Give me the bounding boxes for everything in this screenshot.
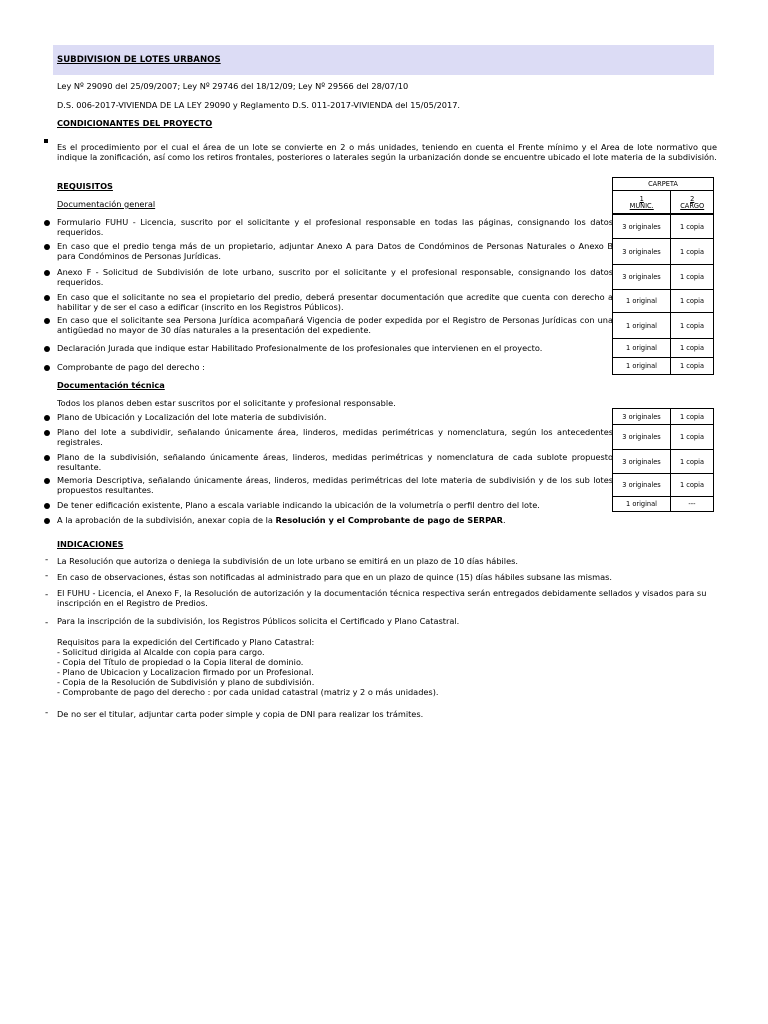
bullet-icon	[44, 365, 50, 371]
dash-icon: -	[45, 571, 49, 581]
indicacion-1: La Resolución que autoriza o deniega la subdivisión de un lote urbano se emitirá en un plazo de 10 días hábiles.	[57, 556, 518, 566]
tecnica-item-1: Plano de Ubicación y Localización del lote materia de subdivisión.	[57, 412, 327, 422]
laws-line-1: Ley Nº 29090 del 25/09/2007; Ley Nº 29746 del 18/12/09; Ley Nº 29566 del 28/07/10	[57, 81, 409, 91]
square-bullet-icon	[44, 139, 48, 143]
tecnica-heading: Documentación técnica	[57, 380, 165, 390]
bullet-icon	[44, 318, 50, 324]
general-item-5: En caso que el solicitante sea Persona Jurídica acompañará Vigencia de poder expedida por el Registro de Personas Jurídicas con una antigüedad no mayor de 30 días naturales a la presentación del expediente.	[57, 315, 613, 335]
bullet-icon	[44, 455, 50, 461]
general-item-3: Anexo F - Solicitud de Subdivisión de lote urbano, suscrito por el solicitante y el profesional responsable, consignando los datos requeridos.	[57, 267, 613, 287]
bullet-icon	[44, 295, 50, 301]
bullet-icon	[44, 518, 50, 524]
dash-icon: -	[45, 618, 49, 628]
general-docs-heading: Documentación general	[57, 199, 156, 209]
dash-icon: -	[45, 708, 49, 718]
requisitos-heading: REQUISITOS	[57, 181, 113, 191]
laws-line-2: D.S. 006-2017-VIVIENDA DE LA LEY 29090 y Reglamento D.S. 011-2017-VIVIENDA del 15/05/2017.	[57, 100, 461, 110]
carpeta-row: 3 originales 1 copia	[612, 473, 714, 497]
bullet-icon	[44, 415, 50, 421]
general-item-6: Declaración Jurada que indique estar Habilitado Profesionalmente de los profesionales que intervienen en el proyecto.	[57, 343, 543, 353]
col-munic: 1 MUNIC.	[613, 191, 671, 214]
tecnica-item-2: Plano del lote a subdividir, señalando únicamente área, linderos, medidas perimétricas y nomenclatura, según los antecedentes registrales.	[57, 427, 613, 447]
bullet-icon	[44, 346, 50, 352]
indicacion-3: El FUHU - Licencia, el Anexo F, la Resolución de autorización y la documentación técnica respectiva serán entregados debidamente sellados y visados para su inscripción en el Registro de Predios.	[57, 588, 707, 608]
tecnica-item-5: De tener edificación existente, Plano a escala variable indicando la ubicación de la volumetría o perfil dentro del lote.	[57, 500, 540, 510]
indicacion-2: En caso de observaciones, éstas son notificadas al administrado para que en un plazo de quince (15) días hábiles subsane las mismas.	[57, 572, 613, 582]
tecnica-intro: Todos los planos deben estar suscritos por el solicitante y profesional responsable.	[57, 398, 396, 408]
general-item-1: Formulario FUHU - Licencia, suscrito por el solicitante y el profesional responsable en todas las páginas, consignando los datos requeridos.	[57, 217, 613, 237]
indicaciones-heading: INDICACIONES	[57, 539, 124, 549]
dash-icon: -	[45, 590, 49, 600]
carpeta-row: 3 originales 1 copia	[612, 408, 714, 425]
carpeta-row: 1 original 1 copia	[612, 338, 714, 358]
general-item-7: Comprobante de pago del derecho :	[57, 362, 205, 372]
carpeta-row: 3 originales 1 copia	[612, 238, 714, 265]
cert-requirements: Requisitos para la expedición del Certificado y Plano Catastral: - Solicitud dirigida al Alcalde con copia para cargo. - Copia del Título de propiedad o la Copia literal de dominio. - Plano de Ubicacion y Localizacion firmado por un Profesional. - Copia de la Resolución de Subdivisión y plano de subdivisión. - Comprobante de pago del derecho : por cada unidad catastral (matriz y 2 o más unidades).	[57, 637, 439, 697]
conditions-text: Es el procedimiento por el cual el área de un lote se convierte en 2 o más unidades, teniendo en cuenta el Frente mínimo y el Area de lote normativo que indique la zonificación, así como los retiros frontales, posteriores o laterales según la urbanización donde se encuentre ubicado el lote materia de la subdivisión.	[57, 142, 717, 162]
carpeta-row: 1 original 1 copia	[612, 357, 714, 375]
carpeta-row: 1 original 1 copia	[612, 312, 714, 339]
general-item-4: En caso que el solicitante no sea el propietario del predio, deberá presentar documentación que acredite que cuenta con derecho a habilitar y de ser el caso a edificar (inscrito en los Registros Públicos).	[57, 292, 613, 312]
indicacion-4: Para la inscripción de la subdivisión, los Registros Públicos solicita el Certificado y Plano Catastral.	[57, 616, 460, 626]
col-cargo: 2 CARGO	[680, 195, 705, 210]
bullet-icon	[44, 430, 50, 436]
document-title: SUBDIVISION DE LOTES URBANOS	[57, 55, 221, 65]
carpeta-row: 1 original ---	[612, 496, 714, 512]
approval-note: A la aprobación de la subdivisión, anexar copia de la Resolución y el Comprobante de pago de SERPAR.	[57, 515, 506, 525]
bullet-icon	[44, 503, 50, 509]
general-item-2: En caso que el predio tenga más de un propietario, adjuntar Anexo A para Datos de Condóminos de Personas Naturales o Anexo B para Condóminos de Personas Jurídicas.	[57, 241, 613, 261]
conditions-heading: CONDICIONANTES DEL PROYECTO	[57, 118, 213, 128]
dash-icon: -	[45, 555, 49, 565]
bullet-icon	[44, 244, 50, 250]
carpeta-title: CARPETA	[613, 178, 713, 191]
carpeta-row: 1 original 1 copia	[612, 289, 714, 313]
indicacion-last: De no ser el titular, adjuntar carta poder simple y copia de DNI para realizar los trámites.	[57, 709, 424, 719]
tecnica-item-4: Memoria Descriptiva, señalando únicamente áreas, linderos, medidas perimétricas del lote materia de subdivisión y de los sub lotes propuestos resultantes.	[57, 475, 613, 495]
bullet-icon	[44, 220, 50, 226]
bullet-icon	[44, 270, 50, 276]
carpeta-row: 3 originales 1 copia	[612, 264, 714, 290]
bullet-icon	[44, 478, 50, 484]
carpeta-header	[612, 177, 714, 214]
carpeta-row: 3 originales 1 copia	[612, 424, 714, 450]
carpeta-row: 3 originales 1 copia	[612, 214, 714, 239]
carpeta-row: 3 originales 1 copia	[612, 449, 714, 474]
tecnica-item-3: Plano de la subdivisión, señalando únicamente áreas, linderos, medidas perimétricas y nomenclatura de cada sublote propuesto resultante.	[57, 452, 613, 472]
